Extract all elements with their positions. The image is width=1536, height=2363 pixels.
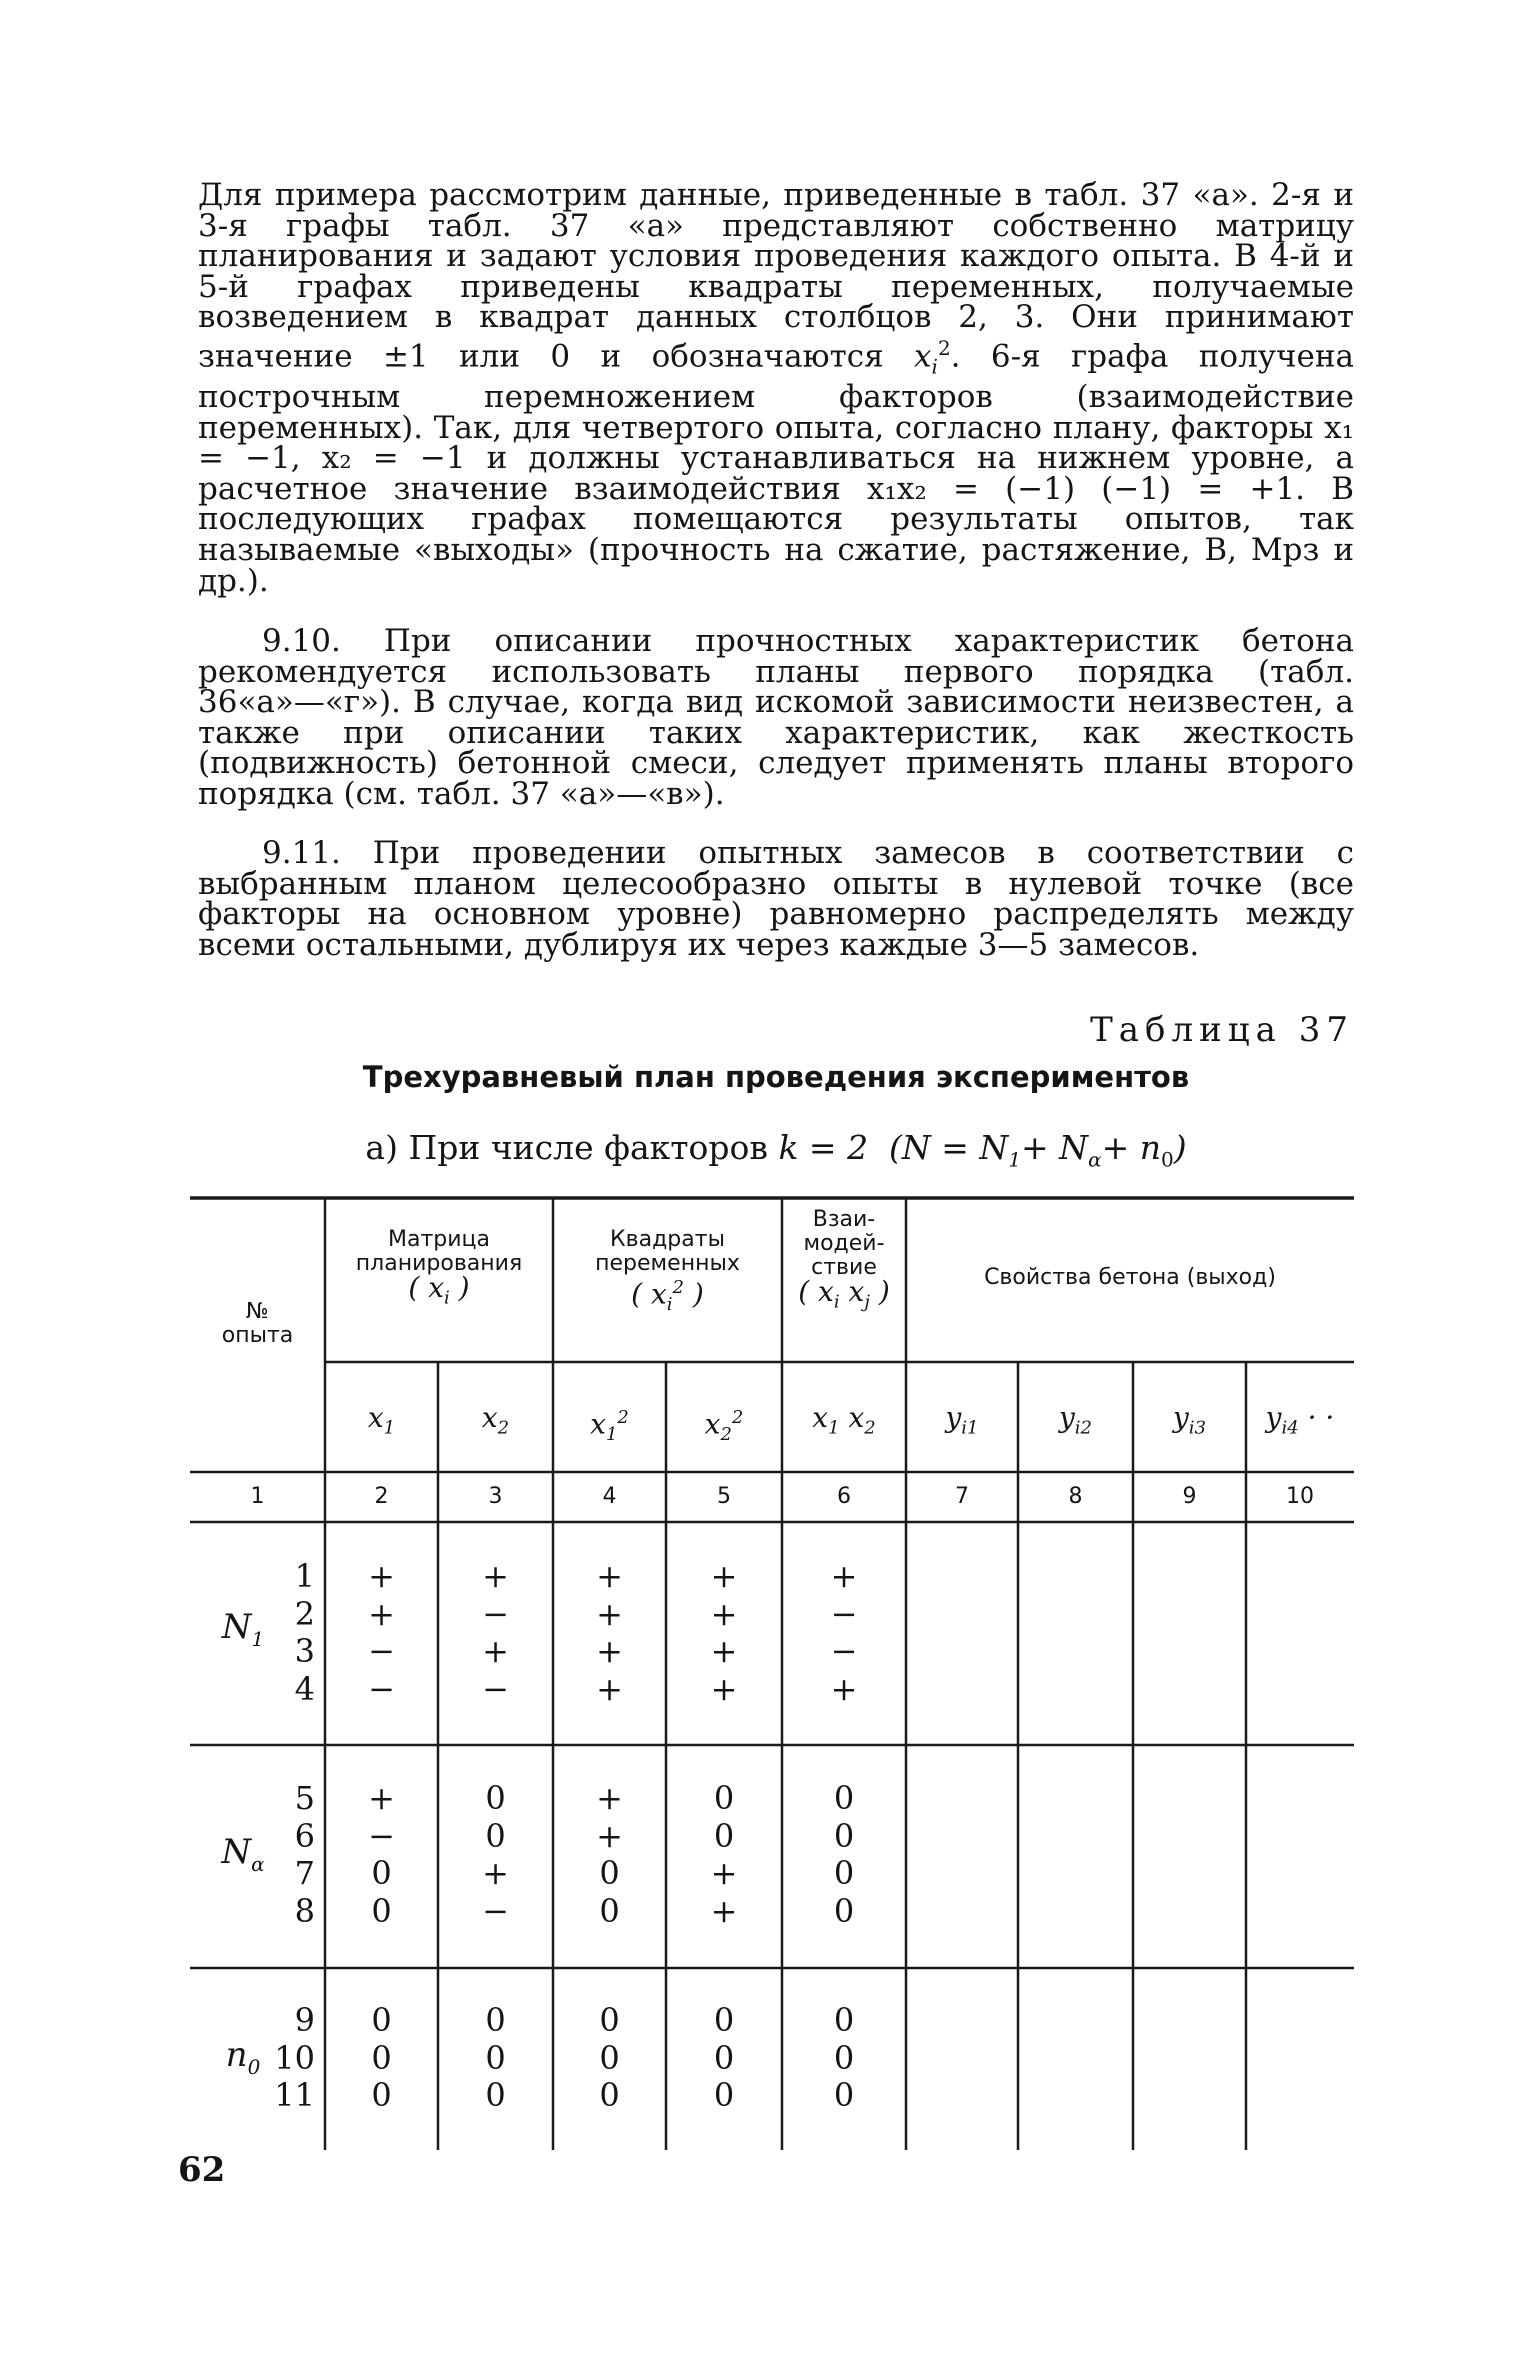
values-x2-group1: + − + − [482,1557,509,1708]
subheader-x1-squared: $x_1^2$ [590,1407,629,1445]
subheader-yi2: $y_{i2}$ [1058,1401,1093,1439]
paragraph-9-11: 9.11. При проведении опытных замесов в соответствии с выбранным планом целесообразно опыты в нулевой точке (все факторы на основном уровне) равномерно распределять между всеми остальными, дублируя их через каждые 3—5 замесов. [198,835,1354,963]
group-label-n1: $N_1$ [221,1607,265,1651]
values-x1sq-group2: + + 0 0 [596,1779,623,1930]
values-x1x2-group2: 0 0 0 0 [833,1779,855,1930]
row-numbers-group2: 5 6 7 8 [294,1779,315,1930]
values-x2sq-group1: + + + + [710,1557,738,1708]
subheader-x1x2: $x_1$ $x_2$ [812,1401,876,1439]
table-title: Трехуравневый план проведения экспериментов [362,1060,1190,1094]
subheader-yi3: $y_{i3}$ [1172,1401,1207,1439]
col-number: 10 [1286,1484,1314,1509]
col-number: 5 [717,1484,731,1509]
table-subtitle: а) При числе факторов k = 2 $(N = N_1+ N_\alpha+ n_0)$ [365,1128,1187,1172]
values-x2-group2: 0 0 + − [482,1779,509,1930]
table-number: Таблица 37 [1090,1010,1354,1050]
values-x1x2-group1: + − − + [830,1557,858,1708]
col-number: 2 [374,1484,389,1509]
paragraph-intro: Для примера рассмотрим данные, приведенные в табл. 37 «а». 2-я и 3-я графы табл. 37 «а» представляют собственно матрицу планирования и задают условия проведения каждого опыта. В 4-й и 5-й графах приведены квадраты переменных, получаемые возведением в квадрат данных столбцов 2, 3. Они принимают значение ±1 или 0 и обозначаются $x_i^2$. 6-я графа получена построчным перемножением факторов (взаимодействие переменных). Так, для четвертого опыта, согласно плану, факторы x₁ = −1, x₂ = −1 и должны устанавливаться на нижнем уровне, а расчетное значение взаимодействия x₁x₂ = (−1) (−1) = +1. В последующих графах помещаются результаты опытов, так называемые «выходы» (прочность на сжатие, растяжение, В, Мрз и др.). [198,177,1354,599]
group-label-n0: $n_0$ [225,2035,261,2079]
page-number: 62 [178,2150,226,2190]
header-planning-matrix: Матрица планирования ( $x_i$ ) [355,1227,523,1309]
row-numbers-group1: 1 2 3 4 [294,1557,315,1708]
col-number: 9 [1182,1484,1197,1509]
col-number: 7 [955,1484,969,1509]
values-x1-group1: + + − − [368,1557,395,1708]
col-number: 1 [250,1484,265,1509]
subheader-yi1: $y_{i1}$ [945,1401,979,1439]
values-x1-group3: 0 0 0 [371,2001,392,2114]
header-interaction: Взаи- модей- ствие ( $x_i$ $x_j$ ) [798,1207,890,1313]
col-number: 8 [1068,1484,1083,1509]
group-label-nalpha: $N_\alpha$ [221,1832,265,1876]
values-x1-group2: + − 0 0 [368,1779,395,1930]
header-squares: Квадраты переменных ( $x_i^2$ ) [595,1227,740,1315]
col-number: 6 [837,1484,851,1509]
values-x2-group3: 0 0 0 [485,2001,506,2114]
subheader-x2: $x_2$ [481,1401,510,1439]
values-x1sq-group1: + + + + [596,1557,623,1708]
values-x1x2-group3: 0 0 0 [833,2001,855,2114]
paragraph-9-10: 9.10. При описании прочностных характеристик бетона рекомендуется использовать планы первого порядка (табл. 36«а»—«г»). В случае, когда вид искомой зависимости неизвестен, а также при описании таких характеристик, как жесткость (подвижность) бетонной смеси, следует применять планы второго порядка (см. табл. 37 «а»—«в»). [198,623,1354,812]
values-x2sq-group3: 0 0 0 [713,2001,735,2114]
header-experiment-number: № опыта [221,1299,294,1348]
header-concrete-properties: Свойства бетона (выход) [984,1265,1276,1290]
values-x1sq-group3: 0 0 0 [599,2001,620,2114]
subheader-x2-squared: $x_2^2$ [704,1407,744,1445]
row-numbers-group3: 9 10 11 [274,2001,315,2114]
values-x2sq-group2: 0 0 + + [710,1779,738,1930]
col-number: 3 [488,1484,503,1509]
subheader-yi4: $y_{i4}$ · · [1265,1401,1335,1439]
col-number: 4 [602,1484,617,1509]
subheader-x1: $x_1$ [367,1401,396,1439]
